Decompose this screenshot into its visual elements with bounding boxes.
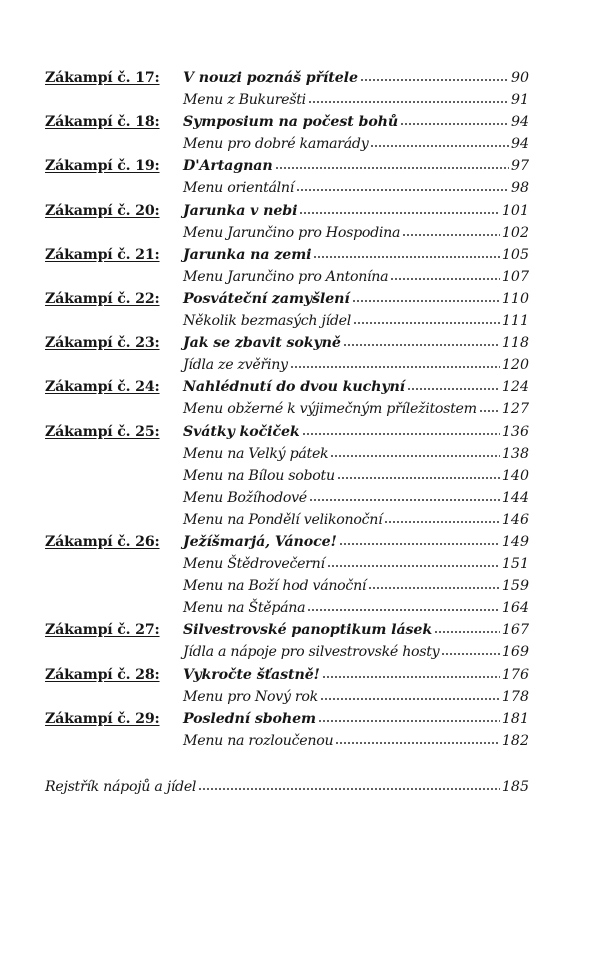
- chapter-title: Ježíšmarjá, Vánoce!: [183, 533, 337, 550]
- toc-entry: [183, 619, 529, 641]
- dot-leader: [322, 675, 500, 679]
- chapter-title: Silvestrovské panoptikum lásek: [183, 622, 433, 639]
- toc-row: [45, 288, 529, 310]
- page-number: 101: [501, 202, 529, 219]
- toc-row: [45, 421, 529, 443]
- menu-title: Menu na Štěpána: [183, 600, 306, 617]
- menu-title: Menu Štědrovečerní: [183, 556, 325, 573]
- toc-entry: [183, 89, 529, 111]
- toc-entry: [183, 222, 529, 244]
- dot-leader: [434, 630, 500, 634]
- dot-leader: [390, 277, 500, 281]
- page-number: 120: [501, 357, 529, 374]
- dot-leader: [299, 211, 499, 215]
- page-number: 102: [501, 224, 529, 241]
- toc-entry: [183, 288, 529, 310]
- page-number: 105: [501, 246, 529, 263]
- dot-leader: [318, 719, 500, 723]
- page-number: 124: [501, 379, 529, 396]
- chapter-title: Nahlédnutí do dvou kuchyní: [183, 379, 405, 396]
- chapter-label: Zákampí č. 17:: [45, 70, 160, 86]
- menu-title: Menu na rozloučenou: [183, 732, 334, 749]
- toc-row: [45, 443, 529, 465]
- page-number: 176: [501, 666, 529, 683]
- chapter-label: Zákampí č. 26:: [45, 533, 160, 550]
- toc-entry: [183, 465, 529, 487]
- toc-entry: [183, 664, 529, 686]
- dot-leader: [335, 741, 500, 745]
- toc-row: [45, 89, 529, 111]
- page-number: 140: [501, 467, 529, 484]
- page-number: 159: [501, 578, 529, 595]
- page-number: 146: [501, 511, 529, 528]
- toc-entry: [183, 398, 529, 420]
- dot-leader: [330, 454, 500, 458]
- toc-entry: [183, 686, 529, 708]
- toc-row: [45, 553, 529, 575]
- chapter-title: Svátky kočiček: [183, 423, 300, 440]
- page-number: 164: [501, 600, 529, 617]
- page-number: 110: [501, 290, 529, 307]
- chapter-label: Zákampí č. 19:: [45, 158, 160, 175]
- page-number: 98: [510, 180, 529, 197]
- toc-entry: [183, 332, 529, 354]
- menu-title: Menu pro dobré kamarády: [183, 136, 369, 153]
- page-number: 118: [501, 335, 529, 352]
- toc-row: [45, 708, 529, 730]
- menu-title: Menu orientální: [183, 180, 294, 197]
- chapter-label: Zákampí č. 25:: [45, 423, 160, 440]
- toc-entry: [183, 553, 529, 575]
- toc-entry: [183, 155, 529, 177]
- toc-entry: [183, 509, 529, 531]
- chapter-label: Zákampí č. 23:: [45, 335, 160, 352]
- toc-entry: [183, 111, 529, 133]
- dot-leader: [479, 409, 500, 413]
- menu-title: Menu obžerné k výjimečným příležitostem: [183, 401, 477, 418]
- chapter-title: Vykročte šťastně!: [183, 666, 320, 683]
- toc-row: [45, 398, 529, 420]
- chapter-label: Zákampí č. 18:: [45, 114, 160, 131]
- toc-row: [45, 67, 529, 89]
- page-number: 94: [510, 136, 529, 153]
- toc-row: [45, 376, 529, 398]
- toc-row: [45, 266, 529, 288]
- toc-row: [45, 111, 529, 133]
- dot-leader: [290, 365, 500, 369]
- toc-row: [45, 641, 529, 663]
- chapter-label: Zákampí č. 21:: [45, 246, 160, 263]
- menu-title: Menu Jarunčino pro Hospodina: [183, 224, 401, 241]
- toc-entry: [183, 133, 529, 155]
- toc-entry: [183, 354, 529, 376]
- dot-leader: [313, 255, 500, 259]
- dot-leader: [400, 122, 509, 126]
- dot-leader: [352, 299, 500, 303]
- page-number: 144: [501, 489, 529, 506]
- chapter-title: D'Artagnan: [183, 158, 273, 175]
- dot-leader: [343, 343, 500, 347]
- chapter-label: Zákampí č. 29:: [45, 710, 160, 727]
- chapter-title: Poslední sbohem: [183, 710, 316, 727]
- toc-entry: [183, 597, 529, 619]
- page-number: 149: [501, 533, 529, 550]
- menu-title: Menu na Pondělí velikonoční: [183, 511, 383, 528]
- chapter-title: Posváteční zamyšlení: [183, 290, 350, 307]
- chapter-title: Jarunka na zemi: [183, 246, 312, 263]
- page-number: 111: [501, 313, 529, 330]
- page-number: 167: [501, 622, 529, 639]
- toc-entry: [183, 200, 529, 222]
- toc-row: [45, 619, 529, 641]
- menu-title: Menu Božíhodové: [183, 489, 307, 506]
- index-entry: [45, 776, 529, 798]
- menu-title: Menu na Velký pátek: [183, 445, 329, 462]
- toc-entry: [183, 67, 529, 89]
- toc-row: [45, 332, 529, 354]
- page-number: 169: [501, 644, 529, 661]
- dot-leader: [337, 476, 500, 480]
- toc-row: [45, 244, 529, 266]
- page-number: 151: [501, 556, 529, 573]
- toc-row: [45, 730, 529, 752]
- toc-row: [45, 354, 529, 376]
- chapter-label: Zákampí č. 27:: [45, 622, 160, 639]
- toc-entry: [183, 531, 529, 553]
- index-title: Rejstřík nápojů a jídel: [45, 779, 197, 795]
- toc-entry: [183, 310, 529, 332]
- page-number: 178: [501, 688, 529, 705]
- toc-row: [45, 177, 529, 199]
- toc-entry: [183, 487, 529, 509]
- dot-leader: [275, 166, 509, 170]
- toc-entry: [183, 730, 529, 752]
- toc-row: [45, 310, 529, 332]
- dot-leader: [307, 608, 500, 612]
- toc-row: [45, 575, 529, 597]
- dot-leader: [308, 100, 509, 104]
- toc-row: [45, 531, 529, 553]
- dot-leader: [368, 586, 500, 590]
- page-number: 107: [501, 268, 529, 285]
- menu-title: Menu pro Nový rok: [183, 688, 318, 705]
- toc-row: [45, 664, 529, 686]
- toc-row: [45, 133, 529, 155]
- dot-leader: [198, 787, 500, 791]
- toc-row: [45, 200, 529, 222]
- dot-leader: [353, 321, 500, 325]
- dot-leader: [360, 78, 509, 82]
- toc-entry: [183, 376, 529, 398]
- toc-row: [45, 487, 529, 509]
- chapter-label: Zákampí č. 24:: [45, 379, 160, 396]
- page-number: 181: [501, 710, 529, 727]
- toc-entry: [183, 266, 529, 288]
- toc-row: [45, 509, 529, 531]
- toc-row: [45, 597, 529, 619]
- menu-title: Jídla ze zvěřiny: [183, 357, 288, 374]
- dot-leader: [441, 652, 500, 656]
- dot-leader: [327, 564, 500, 568]
- index-row: [45, 776, 529, 798]
- menu-title: Několik bezmasých jídel: [183, 313, 351, 330]
- index-entry-section: [45, 776, 529, 798]
- page-number: 94: [510, 114, 529, 131]
- index-page-number: 185: [501, 779, 529, 795]
- toc-row: [45, 686, 529, 708]
- dot-leader: [339, 542, 500, 546]
- toc-entry: [183, 443, 529, 465]
- toc-entry: [183, 708, 529, 730]
- dot-leader: [309, 498, 500, 502]
- page-number: 97: [510, 158, 529, 175]
- table-of-contents: [45, 67, 529, 752]
- dot-leader: [384, 520, 500, 524]
- chapter-title: V nouzi poznáš přítele: [183, 70, 358, 86]
- toc-entry: [183, 177, 529, 199]
- dot-leader: [407, 387, 500, 391]
- toc-row: [45, 155, 529, 177]
- dot-leader: [296, 188, 509, 192]
- menu-title: Menu na Bílou sobotu: [183, 467, 335, 484]
- menu-title: Menu Jarunčino pro Antonína: [183, 268, 389, 285]
- dot-leader: [320, 697, 500, 701]
- page-number: 136: [501, 423, 529, 440]
- toc-row: [45, 465, 529, 487]
- menu-title: Menu z Bukurešti: [183, 92, 306, 109]
- chapter-label: Zákampí č. 22:: [45, 290, 160, 307]
- toc-entry: [183, 575, 529, 597]
- toc-entry: [183, 244, 529, 266]
- page-number: 90: [510, 70, 529, 86]
- toc-row: [45, 222, 529, 244]
- chapter-title: Symposium na počest bohů: [183, 114, 399, 131]
- page-number: 91: [510, 92, 529, 109]
- dot-leader: [302, 432, 500, 436]
- menu-title: Menu na Boží hod vánoční: [183, 578, 367, 595]
- dot-leader: [402, 233, 500, 237]
- dot-leader: [370, 144, 509, 148]
- page-number: 127: [501, 401, 529, 418]
- chapter-label: Zákampí č. 28:: [45, 666, 160, 683]
- chapter-label: Zákampí č. 20:: [45, 202, 160, 219]
- toc-entry: [183, 421, 529, 443]
- toc-entry: [183, 641, 529, 663]
- chapter-title: Jak se zbavit sokyně: [183, 335, 341, 352]
- page-number: 182: [501, 732, 529, 749]
- menu-title: Jídla a nápoje pro silvestrovské hosty: [183, 644, 440, 661]
- chapter-title: Jarunka v nebi: [183, 202, 298, 219]
- page-number: 138: [501, 445, 529, 462]
